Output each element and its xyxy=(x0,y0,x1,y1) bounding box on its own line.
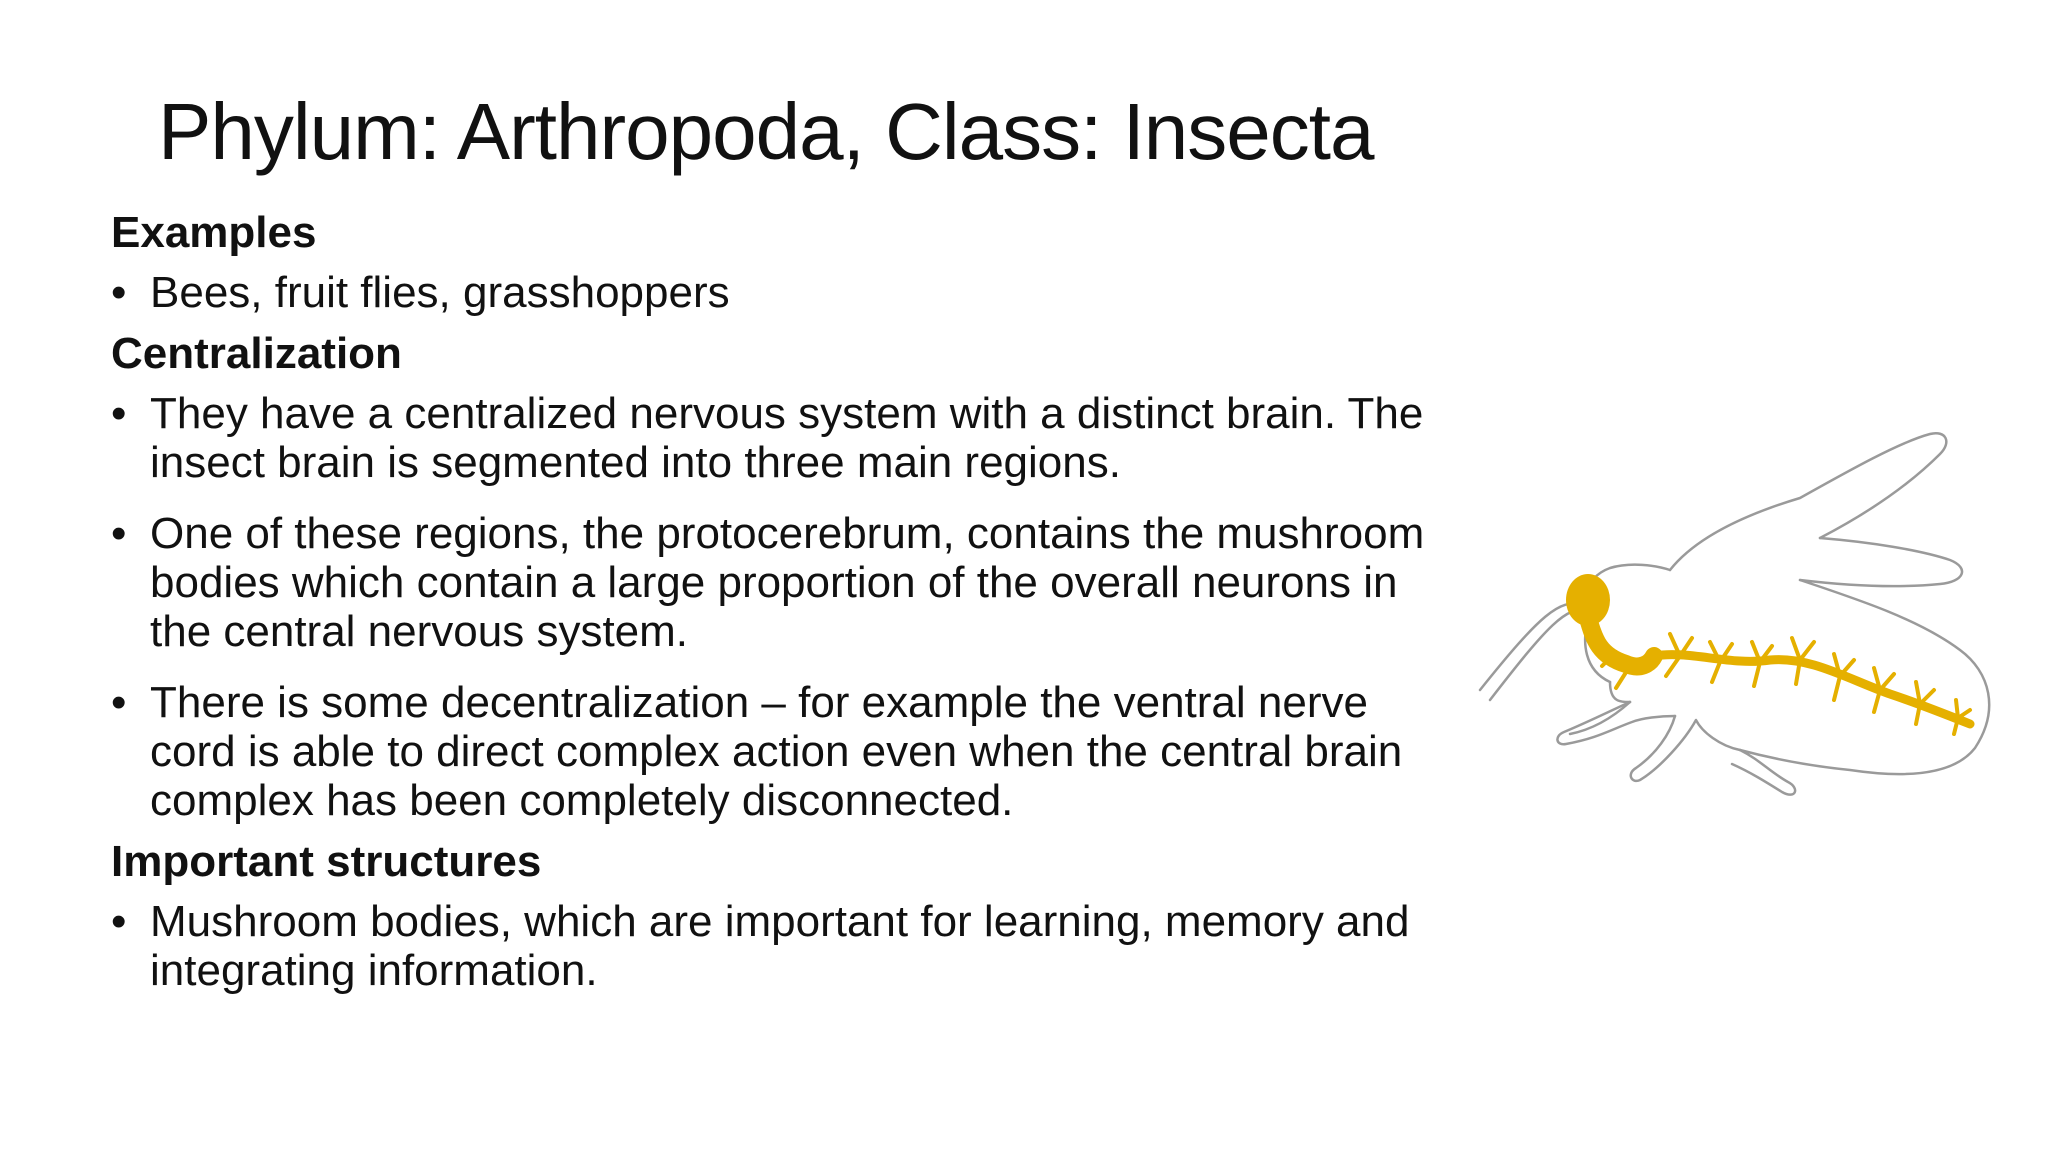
bullet-dot: • xyxy=(111,678,127,727)
bullet-text: One of these regions, the protocerebrum, contains the mushroom bodies which contain a large proportion of the overall neurons in the central nervous system. xyxy=(150,509,1425,656)
bullet-text: There is some decentralization – for example the ventral nerve cord is able to direct complex action even when the central brain complex has been completely disconnected. xyxy=(150,678,1403,825)
bullet-item xyxy=(111,389,1461,487)
bullet-dot: • xyxy=(111,897,127,946)
bee-outline xyxy=(1480,433,1989,794)
bullet-text: Mushroom bodies, which are important for learning, memory and integrating information. xyxy=(150,897,1410,995)
bullet-item xyxy=(111,897,1461,995)
bullet-list-centralization xyxy=(111,389,1461,825)
section-heading-examples: Examples xyxy=(111,208,317,257)
slide-content xyxy=(111,206,1461,1005)
slide-title: Phylum: Arthropoda, Class: Insecta xyxy=(158,87,1374,176)
section-heading-centralization: Centralization xyxy=(111,329,402,378)
section-heading-important-structures: Important structures xyxy=(111,837,542,886)
bee-nervous-system-icon xyxy=(1470,420,2010,800)
bullet-text: They have a centralized nervous system with a distinct brain. The insect brain is segmented into three main regions. xyxy=(150,389,1424,487)
bullet-list-examples xyxy=(111,268,1461,317)
nerve-cord xyxy=(1566,574,1970,734)
bullet-dot: • xyxy=(111,268,127,317)
bullet-item xyxy=(111,268,1461,317)
bullet-text: Bees, fruit flies, grasshoppers xyxy=(150,268,730,317)
bullet-item xyxy=(111,678,1461,825)
bullet-dot: • xyxy=(111,509,127,558)
bullet-dot: • xyxy=(111,389,127,438)
bullet-item xyxy=(111,509,1461,656)
bullet-list-important-structures xyxy=(111,897,1461,995)
